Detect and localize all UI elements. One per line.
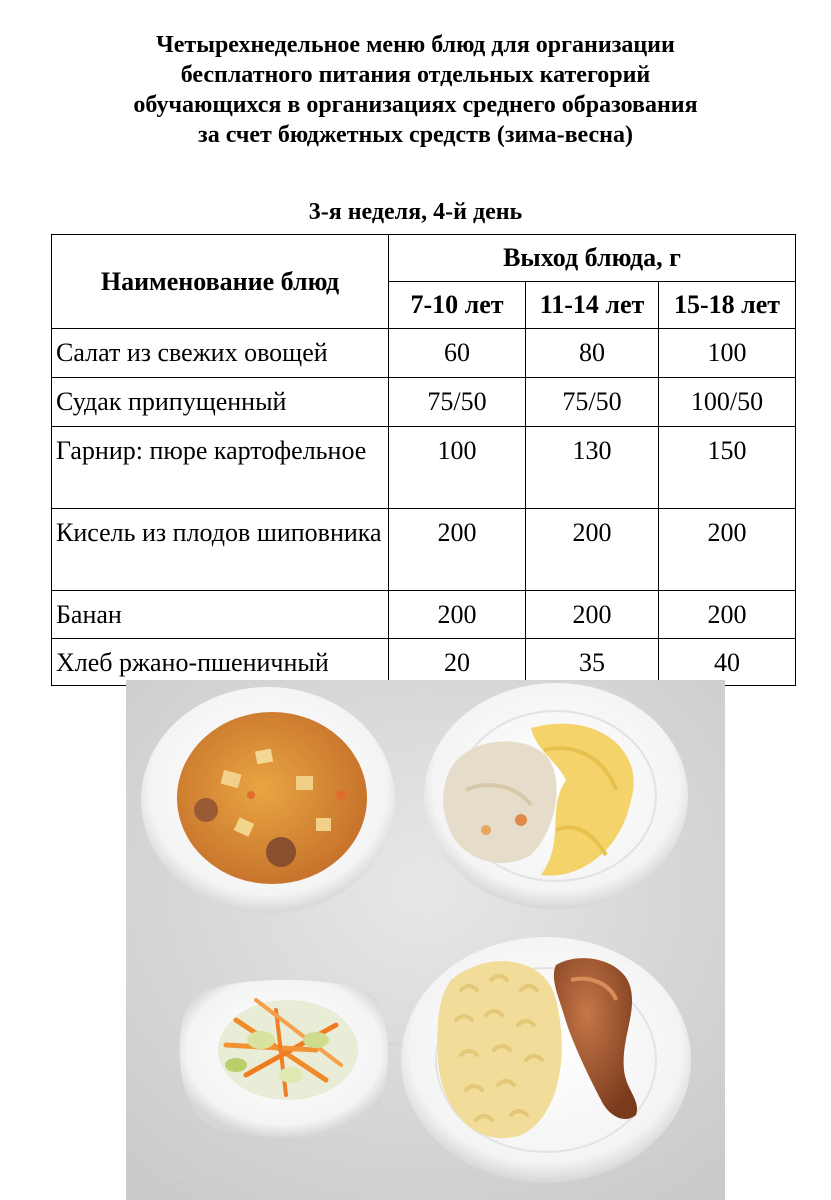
meal-photo-illustration (126, 680, 725, 1200)
dish-value: 200 (389, 591, 526, 639)
header-age-11-14: 11-14 лет (526, 282, 659, 329)
dish-value: 60 (389, 329, 526, 378)
document-title (0, 30, 831, 150)
dish-name: Кисель из плодов шиповника (52, 509, 389, 591)
week-day-subtitle: 3-я неделя, 4-й день (308, 199, 523, 225)
soup-bowl (141, 687, 395, 913)
fish-with-mashed-potatoes-plate (424, 683, 688, 909)
dish-value: 200 (526, 509, 659, 591)
header-age-7-10: 7-10 лет (389, 282, 526, 329)
title-line: бесплатного питания отдельных категорий (180, 62, 651, 88)
dish-value: 75/50 (389, 378, 526, 427)
dish-value: 200 (659, 591, 796, 639)
cabbage-carrot-salad-bowl (180, 980, 388, 1138)
title-line: Четырехнедельное меню блюд для организации (156, 32, 675, 58)
title-line: обучающихся в организациях среднего образования (133, 92, 698, 118)
dish-value: 80 (526, 329, 659, 378)
dish-value: 75/50 (526, 378, 659, 427)
meal-photo (126, 680, 725, 1200)
dish-value: 40 (659, 639, 796, 686)
table-row (52, 427, 796, 509)
dish-value: 200 (659, 509, 796, 591)
dish-value: 35 (526, 639, 659, 686)
menu-table (51, 234, 796, 686)
dish-value: 130 (526, 427, 659, 509)
dish-value: 150 (659, 427, 796, 509)
header-age-15-18: 15-18 лет (659, 282, 796, 329)
table-row (52, 591, 796, 639)
table-row (52, 639, 796, 686)
table-row (52, 329, 796, 378)
title-line: за счет бюджетных средств (зима-весна) (198, 122, 633, 148)
dish-value: 200 (526, 591, 659, 639)
table-row (52, 378, 796, 427)
pasta-with-chicken-leg-plate (401, 937, 691, 1183)
dish-name: Салат из свежих овощей (52, 329, 389, 378)
dish-value: 100 (389, 427, 526, 509)
table-row (52, 509, 796, 591)
dish-name: Хлеб ржано-пшеничный (52, 639, 389, 686)
dish-value: 20 (389, 639, 526, 686)
header-output: Выход блюда, г (389, 235, 796, 282)
dish-value: 100 (659, 329, 796, 378)
header-dish-name: Наименование блюд (52, 235, 389, 329)
dish-value: 200 (389, 509, 526, 591)
dish-name: Банан (52, 591, 389, 639)
dish-name: Судак припущенный (52, 378, 389, 427)
dish-name: Гарнир: пюре картофельное (52, 427, 389, 509)
dish-value: 100/50 (659, 378, 796, 427)
